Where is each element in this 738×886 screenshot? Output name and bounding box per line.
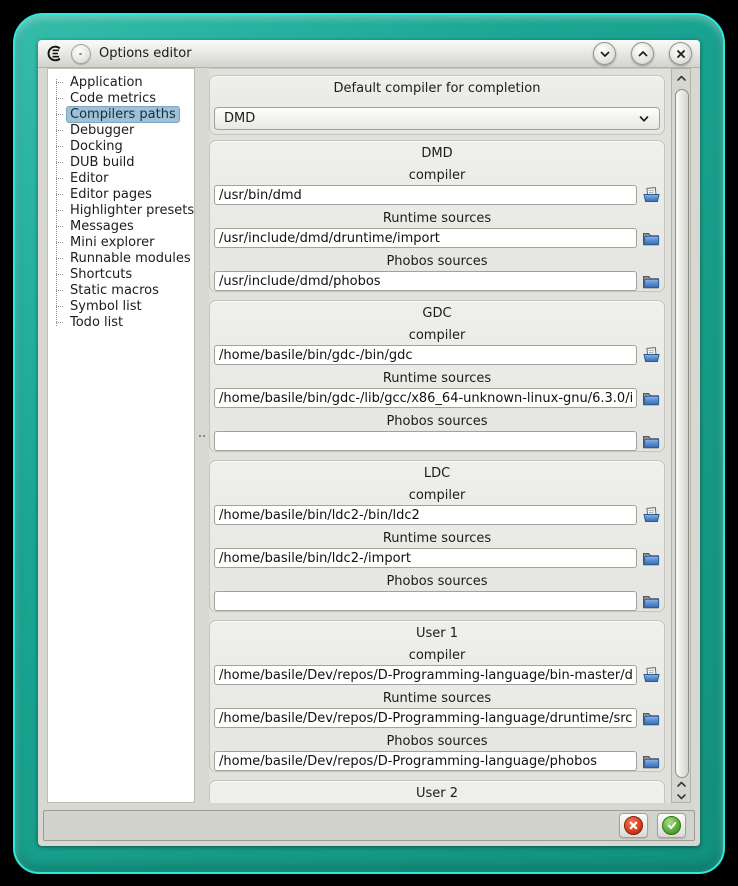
browse-file-button[interactable] [642,187,661,203]
field-row [214,185,661,205]
field-row [214,505,661,525]
field-label: Phobos sources [386,414,488,429]
field-label: Runtime sources [382,531,492,546]
roll-down-button[interactable] [593,42,616,65]
chevron-up-icon [676,75,687,82]
path-input[interactable] [214,751,637,771]
browse-folder-button[interactable] [642,230,661,246]
default-compiler-panel [209,75,665,135]
folder-icon [642,390,661,406]
compiler-group-panel-user-2 [209,780,665,803]
category-tree [48,69,194,330]
group-title: LDC [423,466,451,481]
path-input[interactable] [214,228,637,248]
folder-icon [642,593,661,609]
chevron-up-icon [637,50,649,58]
sidebar-item-debugger[interactable]: Debugger [56,122,194,138]
group-title: User 2 [415,786,459,801]
cancel-cross-icon [624,816,643,835]
default-compiler-combobox[interactable] [214,107,660,130]
chevron-up-icon [676,781,687,788]
combobox-value: DMD [224,111,256,126]
folder-icon [642,273,661,289]
window-frame [13,13,725,874]
folder-icon [642,753,661,769]
field-row [214,388,661,408]
options-editor-window [38,40,700,846]
field-label: compiler [408,168,466,183]
browse-folder-button[interactable] [642,593,661,609]
field-row [214,665,661,685]
chevron-down-icon [599,50,611,58]
coedit-logo-icon [46,45,63,62]
accept-button[interactable] [657,813,686,838]
browse-folder-button[interactable] [642,433,661,449]
sidebar-splitter[interactable] [195,68,209,803]
group-title: GDC [422,306,452,321]
path-input[interactable] [214,431,637,451]
categories-sidebar [47,68,195,803]
open-file-icon [642,667,661,683]
group-title: DMD [421,146,453,161]
chevron-down-icon [638,115,650,123]
path-input[interactable] [214,708,637,728]
roll-up-button[interactable] [631,42,654,65]
close-button[interactable] [669,42,692,65]
sidebar-item-symbol-list[interactable]: Symbol list [56,298,194,314]
field-row [214,431,661,451]
field-row [214,751,661,771]
field-label: Runtime sources [382,211,492,226]
compiler-group-panel-gdc [209,300,665,452]
open-file-icon [642,507,661,523]
path-input[interactable] [214,185,637,205]
field-row [214,548,661,568]
field-row [214,591,661,611]
folder-icon [642,433,661,449]
panel-title: Default compiler for completion [333,81,541,96]
window-title: Options editor [99,46,192,61]
sidebar-item-todo-list[interactable]: Todo list [56,314,194,330]
field-label: compiler [408,328,466,343]
sidebar-item-runnable-modules[interactable]: Runnable modules [56,250,194,266]
path-input[interactable] [214,665,637,685]
sidebar-item-shortcuts[interactable]: Shortcuts [56,266,194,282]
field-row [214,228,661,248]
sidebar-item-dub-build[interactable]: DUB build [56,154,194,170]
field-label: Phobos sources [386,734,488,749]
browse-folder-button[interactable] [642,273,661,289]
titlebar[interactable] [38,40,700,68]
path-input[interactable] [214,388,637,408]
browse-folder-button[interactable] [642,753,661,769]
open-file-icon [642,347,661,363]
folder-icon [642,230,661,246]
scrollbar-thumb[interactable] [675,89,689,778]
window-menu-button[interactable] [71,44,91,64]
folder-icon [642,550,661,566]
path-input[interactable] [214,591,637,611]
field-row [214,345,661,365]
browse-file-button[interactable] [642,347,661,363]
cancel-button[interactable] [619,813,648,838]
scroll-up-button[interactable] [672,72,690,85]
path-input[interactable] [214,505,637,525]
field-label: Runtime sources [382,371,492,386]
browse-folder-button[interactable] [642,390,661,406]
group-title: User 1 [415,626,459,641]
sidebar-item-editor-pages[interactable]: Editor pages [56,186,194,202]
field-label: compiler [408,488,466,503]
field-label: Phobos sources [386,254,488,269]
browse-file-button[interactable] [642,667,661,683]
compiler-group-panel-user-1 [209,620,665,772]
sidebar-item-application[interactable]: Application [56,74,194,90]
field-row [214,271,661,291]
scroll-down-button[interactable] [672,790,690,803]
field-label: Runtime sources [382,691,492,706]
sidebar-item-messages[interactable]: Messages [56,218,194,234]
path-input[interactable] [214,271,637,291]
compiler-group-panel-dmd [209,140,665,292]
options-viewport [209,68,671,803]
sidebar-item-code-metrics[interactable]: Code metrics [56,90,194,106]
browse-file-button[interactable] [642,507,661,523]
sidebar-item-editor[interactable]: Editor [56,170,194,186]
browse-folder-button[interactable] [642,710,661,726]
browse-folder-button[interactable] [642,550,661,566]
sidebar-item-static-macros[interactable]: Static macros [56,282,194,298]
field-label: compiler [408,648,466,663]
vertical-scrollbar[interactable] [671,68,691,803]
folder-icon [642,710,661,726]
open-file-icon [642,187,661,203]
sidebar-item-compilers-paths[interactable]: Compilers paths [56,106,194,122]
compiler-group-panel-ldc [209,460,665,612]
close-icon [676,49,686,59]
sidebar-item-highlighter-presets[interactable]: Highlighter presets [56,202,194,218]
content-area [38,68,700,805]
field-label: Phobos sources [386,574,488,589]
chevron-down-icon [676,793,687,800]
path-input[interactable] [214,345,637,365]
path-input[interactable] [214,548,637,568]
sidebar-item-mini-explorer[interactable]: Mini explorer [56,234,194,250]
field-row [214,708,661,728]
sidebar-item-docking[interactable]: Docking [56,138,194,154]
accept-check-icon [662,816,681,835]
footer-bar [43,810,695,841]
